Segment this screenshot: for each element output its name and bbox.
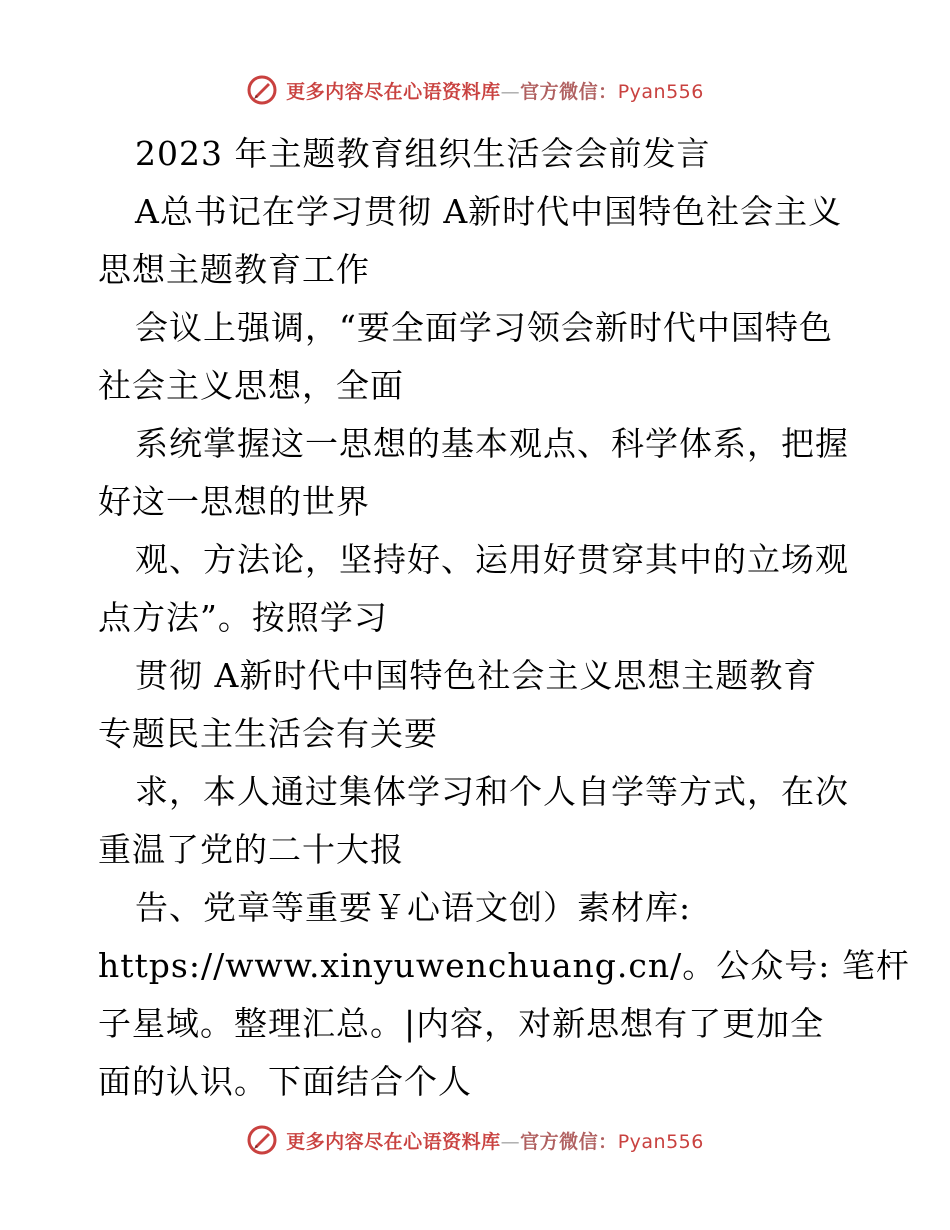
quill-logo-icon [246,74,278,106]
paragraph-line: 点方法”。按照学习 [98,598,388,637]
paragraph-line: 重温了党的二十大报 [98,830,404,869]
paragraph-line: 子星域。整理汇总。|内容，对新思想有了更加全 [98,1004,825,1043]
paragraph-line: 会议上强调，“要全面学习领会新时代中国特色 [135,308,833,347]
watermark-footer [0,1120,950,1160]
doc-title: 2023 年主题教育组织生活会会前发言 [135,134,711,173]
paragraph-line: 思想主题教育工作 [98,250,370,289]
url-line: https://www.xinyuwenchuang.cn/。公众号: 笔杆 [98,946,910,985]
quill-logo-icon [246,1124,278,1156]
paragraph-line: 面的认识。下面结合个人 [98,1062,472,1101]
paragraph-line: 系统掌握这一思想的基本观点、科学体系，把握 [135,424,849,463]
paragraph-line: 求，本人通过集体学习和个人自学等方式，在次 [135,772,849,811]
watermark-header [0,70,950,110]
watermark-text: 更多内容尽在心语资料库—官方微信：Pyan556 [286,1130,704,1153]
paragraph-line: 告、党章等重要￥心语文创）素材库: [135,888,692,927]
paragraph-line: 观、方法论，坚持好、运用好贯穿其中的立场观 [135,540,849,579]
paragraph-line: 好这一思想的世界 [98,482,370,521]
watermark-text: 更多内容尽在心语资料库—官方微信：Pyan556 [286,80,704,103]
document-body [98,125,910,1111]
paragraph-line: 贯彻 A新时代中国特色社会主义思想主题教育 [135,656,818,695]
paragraph-line: 社会主义思想，全面 [98,366,404,405]
paragraph-line: 专题民主生活会有关要 [98,714,438,753]
paragraph-line: A总书记在学习贯彻 A新时代中国特色社会主义 [135,192,843,231]
